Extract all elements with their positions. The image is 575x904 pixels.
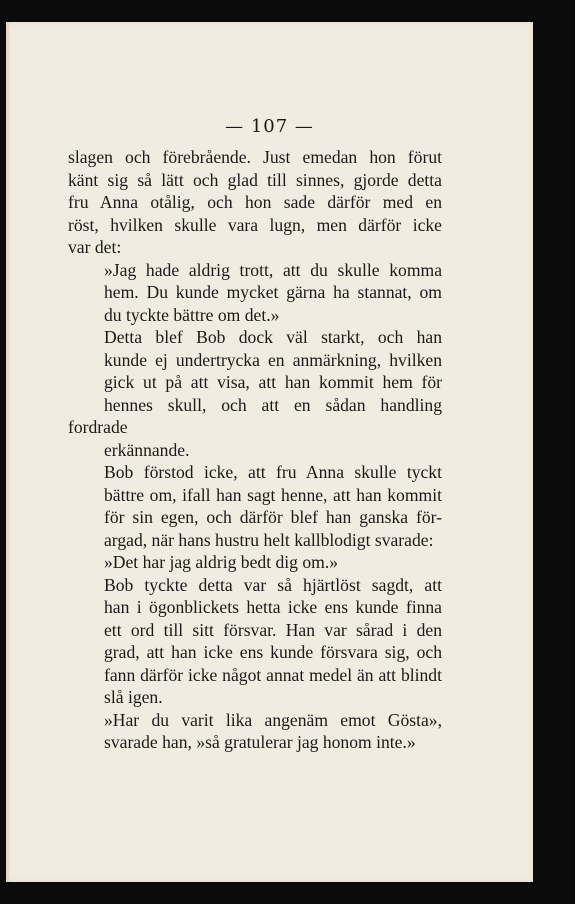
text-line: röst, hvilken skulle vara lugn, men därför icke bbox=[68, 214, 442, 235]
text-line: Bob tyckte detta var så hjärtlöst sagdt, att bbox=[104, 574, 442, 595]
text-line: grad, att han icke ens kunde försvara sig, och bbox=[104, 642, 442, 662]
paragraph bbox=[68, 709, 442, 754]
text-line: fru Anna otålig, och hon sade därför med en bbox=[68, 192, 442, 212]
text-line: du tyckte bättre om det.» bbox=[104, 304, 280, 325]
text-line: fann därför icke något annat medel än att blindt bbox=[104, 664, 442, 685]
text-line: slagen och förebrående. Just emedan hon förut bbox=[68, 147, 442, 167]
text-line: erkännande. bbox=[104, 439, 190, 460]
text-line: argad, när hans hustru helt kallblodigt svarade: bbox=[104, 529, 434, 550]
text-line: »Har du varit lika angenäm emot Gösta», bbox=[104, 709, 442, 730]
text-line: bättre om, ifall han sagt henne, att han kommit bbox=[104, 484, 442, 505]
text-line: han i ögonblickets hetta icke ens kunde finna bbox=[104, 597, 442, 617]
paragraph bbox=[68, 574, 442, 709]
text-line: hennes skull, och att en sådan handling fordrade bbox=[68, 394, 442, 437]
text-line: ett ord till sitt försvar. Han var sårad i den bbox=[104, 619, 442, 640]
page-edge bbox=[6, 22, 9, 882]
text-line: var det: bbox=[68, 237, 122, 257]
text-line: svarade han, »så gratulerar jag honom inte.» bbox=[104, 732, 416, 752]
paragraph bbox=[68, 259, 442, 327]
text-line: slå igen. bbox=[104, 687, 163, 707]
text-line: hem. Du kunde mycket gärna ha stannat, om bbox=[104, 282, 442, 302]
text-line: Bob förstod icke, att fru Anna skulle tyckt bbox=[104, 462, 442, 482]
text-line: gick ut på att visa, att han kommit hem för bbox=[104, 372, 442, 392]
book-page bbox=[6, 22, 533, 882]
text-line: »Det har jag aldrig bedt dig om.» bbox=[104, 552, 339, 572]
text-line: »Jag hade aldrig trott, att du skulle komma bbox=[104, 259, 442, 280]
paragraph bbox=[68, 461, 442, 551]
paragraph bbox=[68, 326, 442, 461]
paragraph bbox=[68, 551, 442, 574]
text-line: för sin egen, och därför blef han ganska för- bbox=[104, 507, 442, 527]
text-line: Detta blef Bob dock väl starkt, och han bbox=[104, 327, 442, 347]
page-number: — 107 — bbox=[225, 116, 314, 137]
paragraph bbox=[68, 146, 442, 259]
text-line: känt sig så lätt och glad till sinnes, gjorde detta bbox=[68, 169, 442, 190]
body-text bbox=[68, 146, 442, 754]
text-line: kunde ej undertrycka en anmärkning, hvilken bbox=[104, 349, 442, 370]
